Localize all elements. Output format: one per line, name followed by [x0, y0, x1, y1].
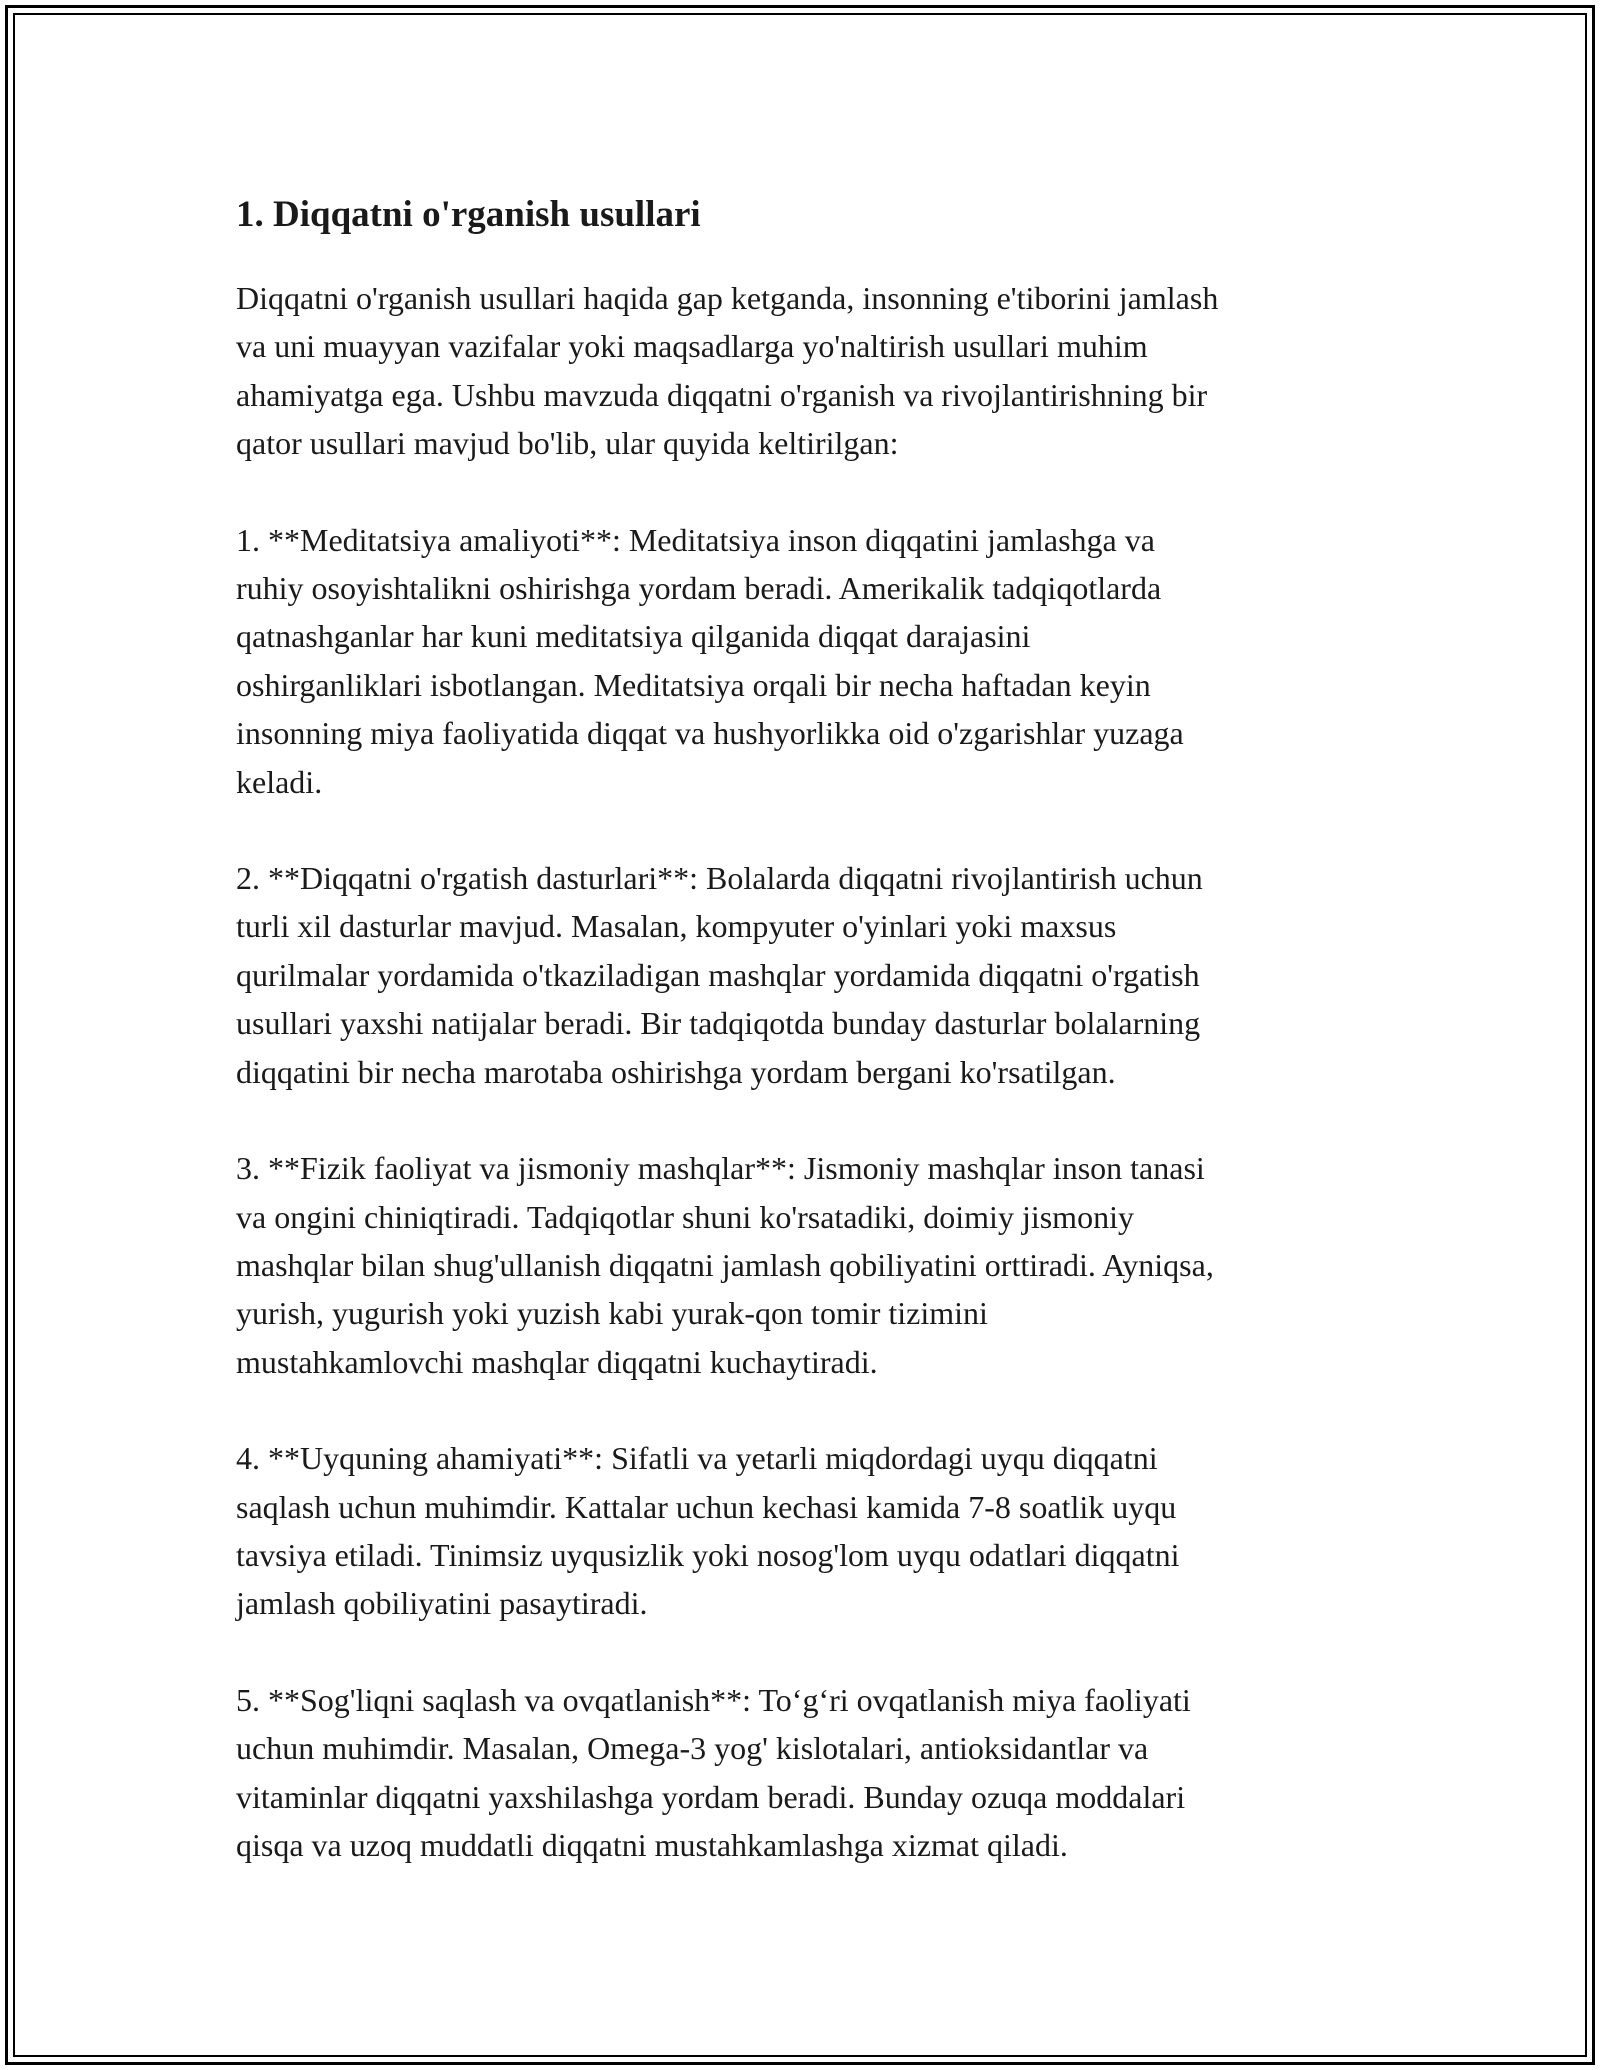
document-body	[236, 186, 1376, 1917]
list-item-meditation: 1. **Meditatsiya amaliyoti**: Meditatsiya inson diqqatini jamlashga va ruhiy osoyishtalikni oshirishga yordam beradi. Amerikalik tadqiqotlarda qatnashganlar har kuni meditatsiya qilganida diqqat darajasini oshirganliklari isbotlangan. Meditatsiya orqali bir necha haftadan keyin insonning miya faoliyatida diqqat va hushyorlikka oid o'zgarishlar yuzaga keladi.	[236, 521, 1184, 800]
intro-paragraph: Diqqatni o'rganish usullari haqida gap ketganda, insonning e'tiborini jamlash va uni muayyan vazifalar yoki maqsadlarga yo'naltirish usullari muhim ahamiyatga ega. Ushbu mavzuda diqqatni o'rganish va rivojlantirishning bir qator usullari mavjud bo'lib, ular quyida keltirilgan:	[236, 280, 1219, 462]
section-title: 1. Diqqatni o'rganish usullari	[236, 194, 701, 235]
list-item-sleep: 4. **Uyquning ahamiyati**: Sifatli va yetarli miqdordagi uyqu diqqatni saqlash uchun muhimdir. Kattalar uchun kechasi kamida 7-8 soatlik uyqu tavsiya etiladi. Tinimsiz uyqusizlik yoki nosog'lom uyqu odatlari diqqatni jamlash qobiliyatini pasaytiradi.	[236, 1440, 1180, 1622]
list-item-training-programs: 2. **Diqqatni o'rgatish dasturlari**: Bolalarda diqqatni rivojlantirish uchun turli xil dasturlar mavjud. Masalan, kompyuter o'yinlari yoki maxsus qurilmalar yordamida o'tkaziladigan mashqlar yordamida diqqatni o'rgatish usullari yaxshi natijalar beradi. Bir tadqiqotda bunday dasturlar bolalarning diqqatini bir necha marotaba oshirishga yordam bergani ko'rsatilgan.	[236, 860, 1203, 1090]
list-item-nutrition: 5. **Sog'liqni saqlash va ovqatlanish**: To‘g‘ri ovqatlanish miya faoliyati uchun muhimdir. Masalan, Omega-3 yog' kislotalari, antioksidantlar va vitaminlar diqqatni yaxshilashga yordam beradi. Bunday ozuqa moddalari qisqa va uzoq muddatli diqqatni mustahkamlashga xizmat qiladi.	[236, 1681, 1191, 1863]
list-item-physical-activity: 3. **Fizik faoliyat va jismoniy mashqlar**: Jismoniy mashqlar inson tanasi va ongini chiniqtiradi. Tadqiqotlar shuni ko'rsatadiki, doimiy jismoniy mashqlar bilan shug'ullanish diqqatni jamlash qobiliyatini orttiradi. Ayniqsa, yurish, yugurish yoki yuzish kabi yurak-qon tomir tizimini mustahkamlovchi mashqlar diqqatni kuchaytiradi.	[236, 1150, 1214, 1380]
